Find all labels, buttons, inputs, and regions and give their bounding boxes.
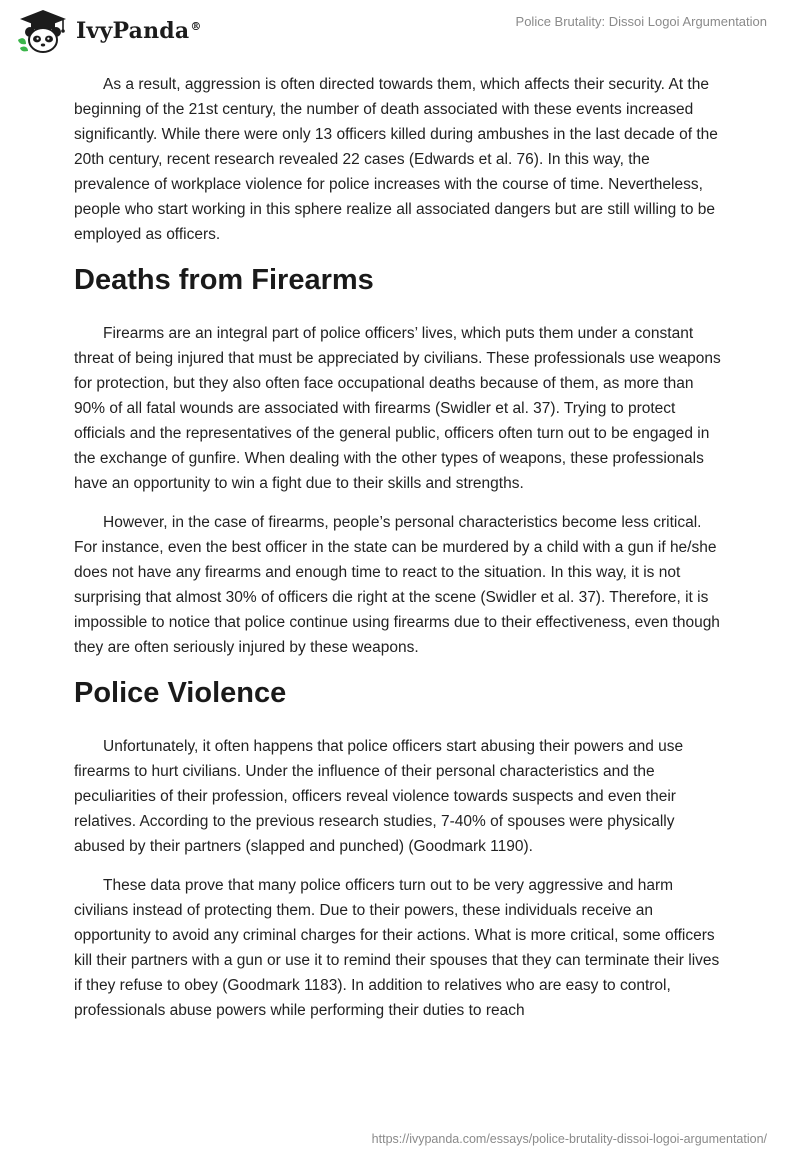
- paragraph-1: As a result, aggression is often directed towards them, which affects their security. At the beginning of the 21st century, the number of death associated with these events increased significantly. While there were only 13 officers killed during ambushes in the last decade of the 20th century, recent research revealed 22 cases (Edwards et al. 76). In this way, the prevalence of workplace violence for police increases with the course of time. Nevertheless, people who start working in this sphere realize all associated dangers but are still willing to be employed as officers.: [74, 76, 718, 243]
- section-heading-deaths-from-firearms: Deaths from Firearms: [74, 264, 374, 296]
- paragraph-3: However, in the case of firearms, people’s personal characteristics become less critical. For instance, even the best officer in the state can be murdered by a child with a gun if he/she does not have any firearms and enough time to react to the situation. In this way, it is not surprising that almost 30% of officers die right at the scene (Swidler et al. 37). Therefore, it is impossible to notice that police continue using firearms due to their effectiveness, even though they are often seriously injured by these weapons.: [74, 514, 720, 656]
- section-heading-police-violence: Police Violence: [74, 677, 287, 709]
- panda-graduate-logo-icon: [14, 8, 72, 54]
- paragraph-4: Unfortunately, it often happens that police officers start abusing their powers and use firearms to hurt civilians. Under the influence of their personal characteristics and the peculiarities of their profession, officers reveal violence towards suspects and even their relatives. According to the previous research studies, 7-40% of spouses were physically abused by their partners (slapped and punched) (Goodmark 1190).: [74, 738, 684, 855]
- paragraph-5: These data prove that many police officers turn out to be very aggressive and harm civilians instead of protecting them. Due to their powers, these individuals receive an opportunity to avoid any criminal charges for their actions. What is more critical, some officers kill their partners with a gun or use it to remind their spouses that they can terminate their lives if they refuse to obey (Goodmark 1183). In addition to relatives who are easy to control, professionals abuse powers while performing their duties to reach: [74, 877, 720, 1019]
- page-header: [0, 0, 800, 70]
- brand-name: IvyPanda®: [76, 18, 202, 44]
- ivypanda-logo[interactable]: [14, 8, 202, 54]
- essay-content: [74, 72, 726, 1037]
- paragraph-2: Firearms are an integral part of police officers’ lives, which puts them under a constant threat of being injured that must be appreciated by civilians. These professionals use weapons for protection, but they also often face occupational deaths because of them, as more than 90% of all fatal wounds are associated with firearms (Swidler et al. 37). Trying to protect officials and the representatives of the general public, officers often turn out to be engaged in the exchange of gunfire. When dealing with the other types of weapons, these professionals have an opportunity to win a fight due to their skills and strengths.: [74, 325, 721, 492]
- source-url-link[interactable]: https://ivypanda.com/essays/police-brutality-dissoi-logoi-argumentation/: [371, 1132, 767, 1146]
- document-title: Police Brutality: Dissoi Logoi Argumentation: [515, 14, 767, 29]
- registered-mark: ®: [190, 19, 202, 33]
